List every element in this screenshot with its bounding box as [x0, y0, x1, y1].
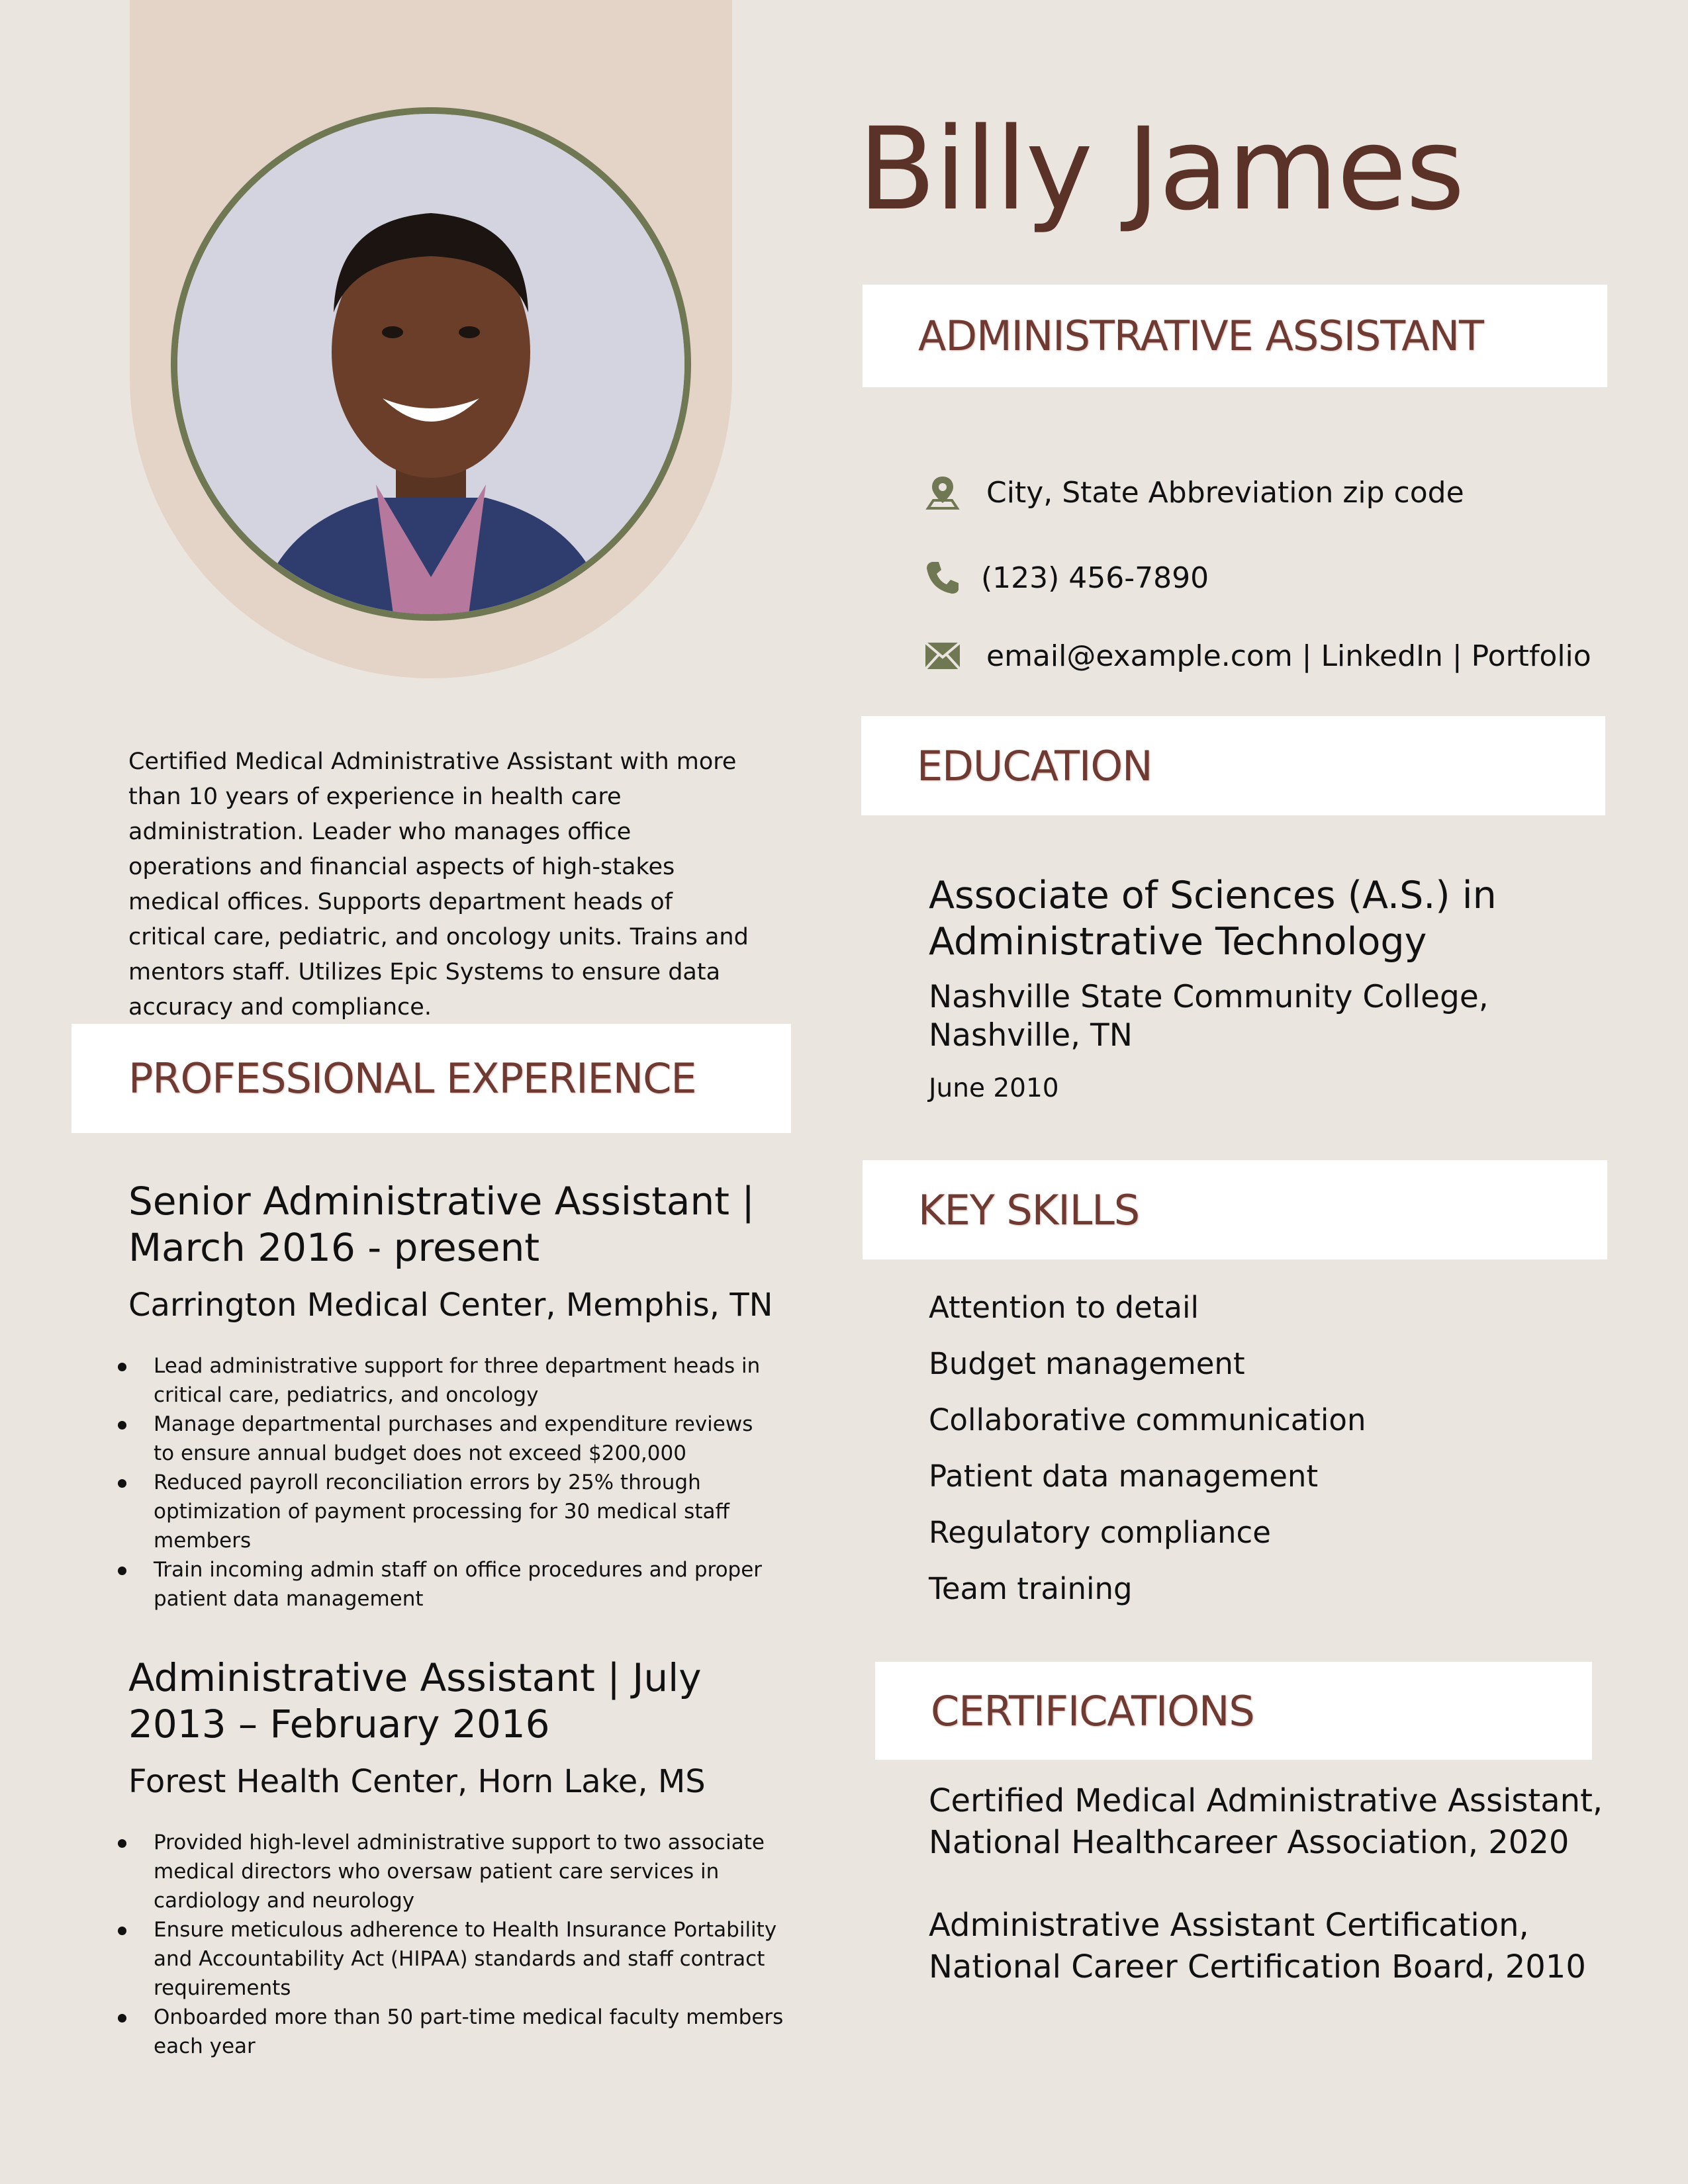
education-entry: [929, 872, 1617, 1103]
education-date: June 2010: [929, 1073, 1059, 1103]
skill-item: Attention to detail: [929, 1290, 1199, 1325]
map-pin-icon: [924, 474, 961, 511]
phone-text: (123) 456-7890: [981, 561, 1209, 595]
job-title-heading: ADMINISTRATIVE ASSISTANT: [918, 312, 1483, 360]
job-bullet: Reduced payroll reconciliation errors by 25% through optimization of payment processing for 30 medical staff members: [128, 1468, 777, 1555]
professional-summary: Certified Medical Administrative Assistant with more than 10 years of experience in health care administration. Leader who manages office operations and financial aspects of high-stakes medical offices. Supports department heads of critical care, pediatric, and oncology units. Trains and mentors staff. Utilizes Epic Systems to ensure data accuracy and compliance.: [128, 749, 749, 1021]
contact-phone: [924, 559, 1209, 596]
job-entry: [128, 1655, 790, 2061]
contact-location: [924, 474, 1464, 511]
person-portrait-icon: [177, 114, 684, 614]
skill-item: Budget management: [929, 1346, 1245, 1381]
job-organization: Carrington Medical Center, Memphis, TN: [128, 1287, 773, 1324]
contact-links: [924, 637, 1591, 674]
job-bullet: Ensure meticulous adherence to Health Insurance Portability and Accountability Act (HIPAA) standards and staff contract requirements: [128, 1915, 804, 2003]
job-title: Senior Administrative Assistant | March 2016 - present: [128, 1179, 755, 1270]
job-bullets: [128, 1351, 777, 1614]
job-bullet: Lead administrative support for three department heads in critical care, pediatrics, and oncology: [128, 1351, 777, 1410]
envelope-icon: [924, 637, 961, 674]
job-title: Administrative Assistant | July 2013 – February 2016: [128, 1655, 702, 1747]
education-degree: Associate of Sciences (A.S.) in Administrative Technology: [929, 874, 1497, 964]
job-bullet: Onboarded more than 50 part-time medical faculty members each year: [128, 2003, 804, 2061]
skills-band: [863, 1160, 1607, 1259]
skills-list: [929, 1289, 1591, 1626]
education-heading: EDUCATION: [917, 741, 1152, 790]
skills-heading: KEY SKILLS: [918, 1185, 1140, 1234]
certifications-band: [875, 1662, 1592, 1760]
job-entry: [128, 1178, 790, 1614]
education-school: Nashville State Community College, Nashville, TN: [929, 979, 1489, 1054]
candidate-name: Billy James: [858, 103, 1464, 236]
skill-item: Collaborative communication: [929, 1402, 1366, 1437]
experience-band: [71, 1024, 791, 1133]
skill-item: Team training: [929, 1571, 1133, 1606]
certification-item: Administrative Assistant Certification, National Career Certification Board, 2010: [929, 1907, 1586, 1985]
certification-item: Certified Medical Administrative Assistant, National Healthcareer Association, 2020: [929, 1782, 1603, 1861]
links-text[interactable]: email@example.com | LinkedIn | Portfolio: [986, 639, 1591, 673]
job-bullet: Manage departmental purchases and expenditure reviews to ensure annual budget does not exceed $200,000: [128, 1410, 777, 1468]
certifications-heading: CERTIFICATIONS: [931, 1686, 1254, 1735]
location-text: City, State Abbreviation zip code: [986, 475, 1464, 510]
job-organization: Forest Health Center, Horn Lake, MS: [128, 1763, 706, 1800]
phone-icon: [924, 559, 961, 596]
skill-item: Patient data management: [929, 1459, 1319, 1494]
profile-photo: [171, 107, 691, 621]
job-bullet: Provided high-level administrative support to two associate medical directors who oversaw patient care services in cardiology and neurology: [128, 1828, 804, 1915]
certifications-list: [929, 1780, 1617, 1988]
job-bullet: Train incoming admin staff on office procedures and proper patient data management: [128, 1555, 777, 1614]
job-title-band: [863, 285, 1607, 387]
skill-item: Regulatory compliance: [929, 1515, 1271, 1550]
education-band: [861, 716, 1605, 815]
experience-heading: PROFESSIONAL EXPERIENCE: [128, 1054, 696, 1103]
job-bullets: [128, 1828, 804, 2061]
